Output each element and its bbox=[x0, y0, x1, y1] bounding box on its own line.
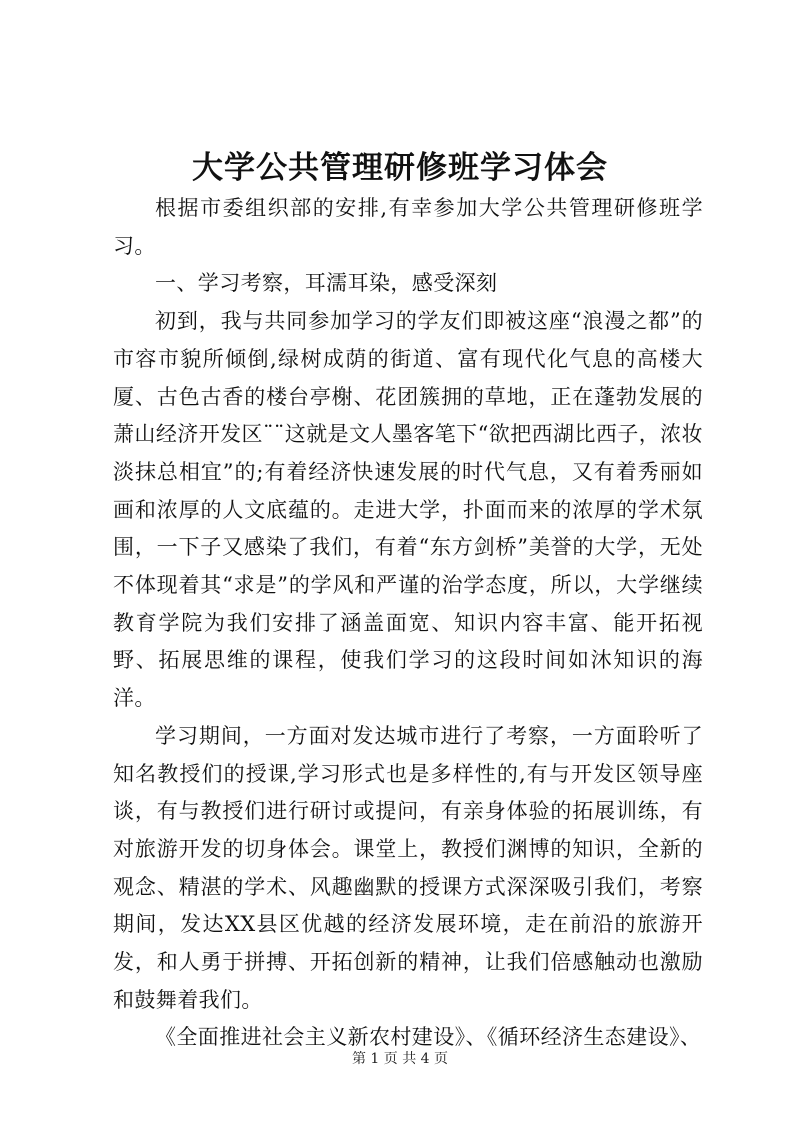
paragraph-study-period: 学习期间，一方面对发达城市进行了考察，一方面聆听了知名教授们的授课,学习形式也是多样性的,有与开发区领导座谈，有与教授们进行研讨或提问，有亲身体验的拓展训练，有对旅游开发的切身体会。课堂上，教授们渊博的知识，全新的观念、精湛的学术、风趣幽默的授课方式深深吸引我们，考察期间，发达XX县区优越的经济发展环境，走在前沿的旅游开发，和人勇于拼搏、开拓创新的精神，让我们倍感触动也激励和鼓舞着我们。 bbox=[113, 723, 703, 1012]
paragraph-arrival: 初到，我与共同参加学习的学友们即被这座“浪漫之都”的市容市貌所倾倒,绿树成荫的街道、富有现代化气息的高楼大厦、古色古香的楼台亭榭、花团簇拥的草地，正在蓬勃发展的萧山经济开发区¨¨这就是文人墨客笔下“欲把西湖比西子，浓妆淡抹总相宜”的;有着经济快速发展的时代气息，又有着秀丽如画和浓厚的人文底蕴的。走进大学，扑面而来的浓厚的学术氛围，一下子又感染了我们，有着“东方剑桥”美誉的大学，无处不体现着其“求是”的学风和严谨的治学态度，所以，大学继续教育学院为我们安排了涵盖面宽、知识内容丰富、能开拓视野、拓展思维的课程，使我们学习的这段时间如沐知识的海洋。 bbox=[113, 309, 703, 711]
document-body bbox=[113, 190, 703, 1057]
document-title: 大学公共管理研修班学习体会 bbox=[192, 150, 608, 186]
paragraph-courses: 《全面推进社会主义新农村建设》、《循环经济生态建设》、 bbox=[155, 1025, 702, 1050]
page-number-footer: 第 1 页 共 4 页 bbox=[351, 1051, 449, 1067]
paragraph-intro: 根据市委组织部的安排,有幸参加大学公共管理研修班学习。 bbox=[113, 196, 703, 258]
section-heading-1: 一、学习考察，耳濡耳染，感受深刻 bbox=[155, 271, 498, 296]
